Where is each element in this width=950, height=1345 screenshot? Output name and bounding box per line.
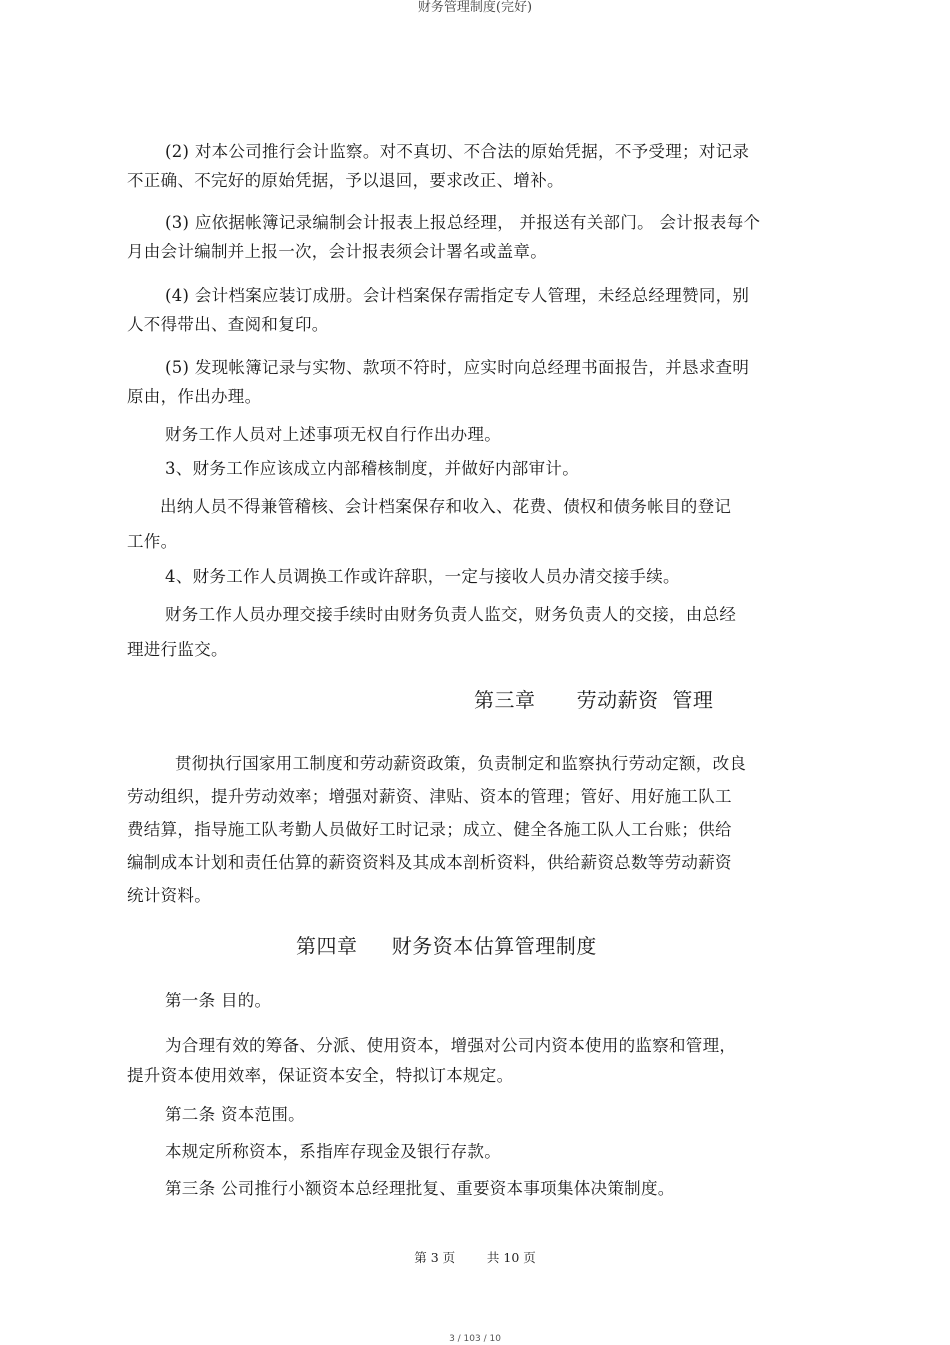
paragraph-line: 编制成本计划和责任估算的薪资资料及其成本剖析资料，供给薪资总数等劳动薪资 [127, 853, 732, 872]
article-heading: 第一条 目的。 [165, 991, 272, 1010]
paragraph-line: 工作。 [127, 532, 178, 551]
paragraph-line: 贯彻执行国家用工制度和劳动薪资政策，负责制定和监察执行劳动定额，改良 [175, 754, 747, 773]
paragraph-line: (3) 应依据帐簿记录编制会计报表上报总经理， 并报送有关部门。 会计报表每个 [165, 213, 761, 232]
paragraph-line: 统计资料。 [127, 886, 211, 905]
paragraph-line: 提升资本使用效率，保证资本安全，特拟订本规定。 [127, 1066, 514, 1085]
paragraph-line: 财务工作人员办理交接手续时由财务负责人监交，财务负责人的交接，由总经 [165, 605, 737, 624]
paragraph-line: (2) 对本公司推行会计监察。对不真切、不合法的原始凭据，不予受理；对记录 [165, 142, 750, 161]
page-footer-number: 第 3 页 共 10 页 [414, 1250, 536, 1265]
page-header-title: 财务管理制度(完好) [417, 0, 533, 15]
chapter-3-heading: 第三章 劳动薪资 管理 [474, 688, 714, 712]
article-heading: 第三条 公司推行小额资本总经理批复、重要资本事项集体决策制度。 [165, 1179, 675, 1198]
paragraph-line: 原由，作出办理。 [127, 387, 262, 406]
page-counter: 3 / 103 / 10 [449, 1334, 501, 1344]
chapter-4-heading: 第四章 财务资本估算管理制度 [296, 934, 597, 958]
paragraph-line: 理进行监交。 [127, 640, 228, 659]
paragraph-line: 4、财务工作人员调换工作或许辞职，一定与接收人员办清交接手续。 [165, 567, 680, 586]
paragraph-line: 出纳人员不得兼管稽核、会计档案保存和收入、花费、债权和债务帐目的登记 [160, 497, 732, 516]
paragraph-line: 月由会计编制并上报一次，会计报表须会计署名或盖章。 [127, 242, 547, 261]
paragraph-line: 3、财务工作应该成立内部稽核制度，并做好内部审计。 [165, 459, 579, 478]
paragraph-line: (4) 会计档案应装订成册。会计档案保存需指定专人管理，未经总经理赞同，别 [165, 286, 750, 305]
paragraph-line: (5) 发现帐簿记录与实物、款项不符时，应实时向总经理书面报告，并恳求查明 [165, 358, 750, 377]
paragraph-line: 费结算，指导施工队考勤人员做好工时记录；成立、健全各施工队人工台账；供给 [127, 820, 732, 839]
paragraph-line: 人不得带出、查阅和复印。 [127, 315, 329, 334]
paragraph-line: 不正确、不完好的原始凭据，予以退回，要求改正、增补。 [127, 171, 564, 190]
paragraph-line: 为合理有效的筹备、分派、使用资本，增强对公司内资本使用的监察和管理， [165, 1036, 737, 1055]
paragraph-line: 财务工作人员对上述事项无权自行作出办理。 [165, 425, 501, 444]
paragraph-line: 劳动组织，提升劳动效率；增强对薪资、津贴、资本的管理；管好、用好施工队工 [127, 787, 732, 806]
paragraph-line: 本规定所称资本，系指库存现金及银行存款。 [165, 1142, 501, 1161]
article-heading: 第二条 资本范围。 [165, 1105, 305, 1124]
